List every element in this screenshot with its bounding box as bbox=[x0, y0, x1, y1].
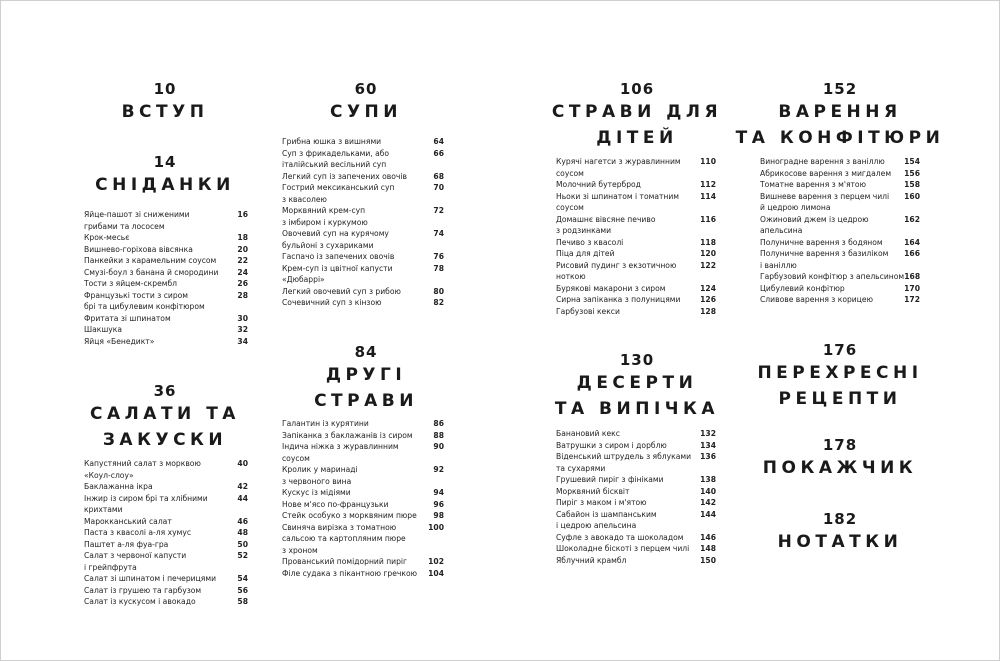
page-number: 178 bbox=[822, 436, 858, 454]
page-number: 84 bbox=[354, 343, 378, 361]
recipe-title-line: Галантин із курятини bbox=[282, 419, 369, 428]
list-item[interactable] bbox=[556, 555, 716, 567]
recipe-page-number: 162 bbox=[904, 214, 920, 224]
recipe-title-line: «Коул-слоу» bbox=[84, 470, 134, 480]
recipe-title-line: Томатне варення з м'ятою bbox=[760, 180, 866, 189]
recipe-title-line: Пиріг з маком і м'ятою bbox=[556, 498, 647, 507]
recipe-page-number: 172 bbox=[904, 295, 920, 304]
recipe-title-line: Овочевий суп на курячому bbox=[282, 229, 389, 238]
section-page-number bbox=[144, 81, 187, 97]
recipe-page-number: 168 bbox=[904, 272, 921, 281]
list-item[interactable] bbox=[556, 156, 716, 179]
recipe-title-line: Шоколадне біскоті з перцем чилі bbox=[556, 544, 690, 553]
recipe-page-number: 112 bbox=[700, 180, 716, 189]
recipe-page-number: 70 bbox=[433, 183, 444, 192]
section-title: ЗАКУСКИ bbox=[102, 430, 228, 450]
recipe-title-line: Ватрушки з сиром і дорблю bbox=[556, 440, 667, 450]
recipe-page-number: 18 bbox=[237, 233, 248, 242]
list-item[interactable] bbox=[84, 232, 248, 244]
recipe-title-line: Гарбузові кекси bbox=[556, 306, 620, 316]
section-title: ВАРЕННЯ bbox=[778, 102, 902, 122]
recipe-title-line: Салат зі шпинатом і печерицями bbox=[84, 574, 217, 583]
list-item[interactable] bbox=[556, 214, 716, 237]
list-item[interactable] bbox=[556, 260, 716, 283]
list-item[interactable] bbox=[760, 248, 920, 271]
section-title: САЛАТИ ТА bbox=[90, 404, 240, 424]
recipe-title-line: Індича ніжка з журавлинним bbox=[282, 442, 399, 451]
section-title: СТРАВИ bbox=[314, 391, 418, 411]
section-heading-supy[interactable] bbox=[216, 79, 516, 124]
page-number: 130 bbox=[619, 351, 655, 369]
page-number: 106 bbox=[619, 80, 655, 98]
list-item[interactable] bbox=[556, 294, 716, 306]
list-item[interactable] bbox=[282, 418, 444, 430]
list-item[interactable] bbox=[760, 294, 920, 306]
recipe-title-line: Стейк особуко з морквяним пюре bbox=[282, 511, 417, 520]
recipe-page-number: 122 bbox=[700, 260, 716, 270]
list-item[interactable] bbox=[84, 527, 248, 539]
recipe-page-number: 20 bbox=[237, 244, 248, 254]
recipe-title-line: брі та цибулевим конфітюром bbox=[84, 302, 205, 311]
recipe-title-line: Яйце-пашот зі сниженими bbox=[84, 210, 190, 219]
recipe-list-supy bbox=[282, 136, 444, 309]
section-title: СУПИ bbox=[329, 102, 403, 122]
section-title: ПЕРЕХРЕСНІ bbox=[757, 363, 923, 383]
recipe-title-line: Крок-месьє bbox=[84, 233, 130, 242]
recipe-title-line: Піца для дітей bbox=[556, 249, 615, 258]
list-item[interactable] bbox=[84, 539, 248, 551]
recipe-list-snidanky bbox=[84, 209, 248, 347]
recipe-title-line: Цибулевий конфітюр bbox=[760, 283, 845, 293]
list-item[interactable] bbox=[282, 228, 444, 251]
section-page-number bbox=[144, 154, 187, 170]
recipe-page-number: 90 bbox=[433, 442, 444, 451]
recipe-page-number: 46 bbox=[237, 516, 248, 526]
list-item[interactable] bbox=[84, 585, 248, 597]
list-item[interactable] bbox=[282, 464, 444, 487]
list-item[interactable] bbox=[84, 493, 248, 516]
recipe-page-number: 40 bbox=[237, 459, 248, 468]
recipe-title-line: крихтами bbox=[84, 505, 123, 514]
recipe-title-line: Філе судака з пікантною гречкою bbox=[282, 568, 417, 578]
recipe-page-number: 86 bbox=[433, 419, 444, 428]
recipe-title-line: соусом bbox=[556, 168, 584, 178]
recipe-page-number: 44 bbox=[237, 493, 248, 503]
recipe-title-line: Виноградне варення з ваніллю bbox=[760, 157, 885, 166]
recipe-title-line: Панкейки з карамельним соусом bbox=[84, 256, 217, 265]
recipe-title-line: і ваніллю bbox=[760, 260, 797, 270]
list-item[interactable] bbox=[282, 205, 444, 228]
recipe-page-number: 146 bbox=[700, 532, 716, 542]
section-title: ТА ВИПІЧКА bbox=[554, 399, 720, 419]
section-page-number bbox=[813, 437, 867, 453]
list-item[interactable] bbox=[282, 499, 444, 511]
list-item[interactable] bbox=[282, 522, 444, 557]
recipe-title-line: Шакшука bbox=[84, 325, 123, 334]
recipe-title-line: Прованський помідорний пиріг bbox=[282, 557, 408, 566]
recipe-page-number: 144 bbox=[700, 509, 716, 519]
recipe-title-line: Свиняча вирізка з томатною bbox=[282, 522, 397, 532]
recipe-title-line: Вишнево-горіхова вівсянка bbox=[84, 244, 193, 254]
list-item[interactable] bbox=[84, 267, 248, 279]
recipe-title-line: Капустяний салат з морквою bbox=[84, 459, 201, 468]
list-item[interactable] bbox=[282, 487, 444, 499]
recipe-page-number: 78 bbox=[433, 263, 444, 273]
list-item[interactable] bbox=[282, 263, 444, 286]
list-item[interactable] bbox=[282, 430, 444, 442]
recipe-page-number: 74 bbox=[433, 229, 444, 238]
section-page-number bbox=[610, 81, 664, 97]
recipe-title-line: Гострий мексиканський суп bbox=[282, 183, 395, 192]
section-heading-varennia[interactable] bbox=[690, 79, 990, 150]
recipe-title-line: Сирна запіканка з полуницями bbox=[556, 295, 681, 304]
section-page-number bbox=[813, 81, 867, 97]
list-item[interactable] bbox=[84, 573, 248, 585]
recipe-page-number: 110 bbox=[700, 157, 716, 166]
recipe-title-line: Молочний бутерброд bbox=[556, 180, 641, 189]
recipe-title-line: і цедрою апельсина bbox=[556, 521, 637, 530]
recipe-page-number: 80 bbox=[433, 286, 444, 296]
recipe-page-number: 136 bbox=[700, 452, 716, 461]
section-title: ДІТЕЙ bbox=[596, 128, 678, 148]
recipe-page-number: 142 bbox=[700, 498, 716, 507]
recipe-title-line: Сабайон із шампанським bbox=[556, 509, 657, 519]
recipe-title-line: і грейпфрута bbox=[84, 562, 137, 572]
recipe-page-number: 98 bbox=[433, 511, 444, 520]
list-item[interactable] bbox=[760, 168, 920, 180]
recipe-title-line: з хроном bbox=[282, 545, 318, 555]
section-page-number bbox=[813, 342, 867, 358]
list-item[interactable] bbox=[282, 171, 444, 183]
recipe-title-line: сальсою та картопляним пюре bbox=[282, 534, 406, 543]
list-item[interactable] bbox=[84, 278, 248, 290]
recipe-title-line: Сливове варення з корицею bbox=[760, 295, 873, 304]
recipe-page-number: 96 bbox=[433, 499, 444, 509]
list-item[interactable] bbox=[556, 179, 716, 191]
page-number: 60 bbox=[354, 80, 378, 98]
section-title: ДЕСЕРТИ bbox=[576, 373, 698, 393]
recipe-title-line: Рисовий пудинг з екзотичною bbox=[556, 260, 677, 270]
section-title: ДРУГІ bbox=[325, 365, 407, 385]
page-number: 36 bbox=[153, 382, 177, 400]
list-item[interactable] bbox=[556, 306, 716, 318]
recipe-title-line: з імбиром і куркумою bbox=[282, 217, 368, 227]
section-title: СТРАВИ ДЛЯ bbox=[551, 102, 723, 122]
recipe-title-line: Баклажанна ікра bbox=[84, 482, 153, 491]
recipe-title-line: Тости з яйцем-скрембл bbox=[84, 279, 178, 288]
recipe-page-number: 52 bbox=[237, 551, 248, 560]
section-title: ПОКАЖЧИК bbox=[762, 458, 918, 478]
recipe-title-line: Крем-суп із цвітної капусти bbox=[282, 263, 393, 273]
recipe-title-line: Сочевичний суп з кінзою bbox=[282, 298, 382, 307]
recipe-title-line: та сухарями bbox=[556, 463, 606, 473]
recipe-page-number: 30 bbox=[237, 313, 248, 323]
recipe-page-number: 164 bbox=[904, 237, 920, 247]
recipe-page-number: 94 bbox=[433, 488, 444, 497]
recipe-page-number: 88 bbox=[433, 430, 444, 440]
recipe-list-druhi bbox=[282, 418, 444, 579]
recipe-page-number: 22 bbox=[237, 256, 248, 265]
recipe-page-number: 128 bbox=[700, 306, 716, 316]
recipe-title-line: Гаспачо із запечених овочів bbox=[282, 252, 395, 261]
recipe-title-line: соусом bbox=[282, 453, 310, 463]
section-title: СНІДАНКИ bbox=[95, 175, 235, 195]
recipe-title-line: Кускус із мідіями bbox=[282, 488, 351, 497]
section-heading-notatky[interactable] bbox=[690, 509, 990, 554]
list-item[interactable] bbox=[556, 497, 716, 509]
recipe-title-line: Марокканський салат bbox=[84, 516, 172, 526]
recipe-title-line: Легкий овочевий суп з рибою bbox=[282, 286, 401, 296]
recipe-page-number: 76 bbox=[433, 252, 444, 261]
recipe-title-line: Смузі-боул з банана й смородини bbox=[84, 267, 219, 277]
recipe-page-number: 100 bbox=[428, 522, 444, 532]
recipe-title-line: з родзинками bbox=[556, 226, 612, 235]
recipe-page-number: 120 bbox=[700, 249, 716, 258]
recipe-page-number: 118 bbox=[700, 237, 716, 247]
list-item[interactable] bbox=[556, 237, 716, 249]
recipe-title-line: Грушевий пиріг з фініками bbox=[556, 475, 664, 484]
recipe-title-line: Кролик у маринаді bbox=[282, 465, 358, 474]
recipe-title-line: апельсина bbox=[760, 226, 803, 235]
recipe-title-line: Паста з квасолі а-ля хумус bbox=[84, 528, 192, 537]
recipe-title-line: Курячі нагетси з журавлинним bbox=[556, 157, 681, 166]
recipe-title-line: Полуничне варення з бодяном bbox=[760, 237, 883, 247]
recipe-page-number: 132 bbox=[700, 429, 716, 438]
section-page-number bbox=[144, 383, 187, 399]
section-title: РЕЦЕПТИ bbox=[778, 389, 902, 409]
recipe-title-line: Суфле з авокадо та шоколадом bbox=[556, 532, 684, 542]
recipe-page-number: 92 bbox=[433, 465, 444, 474]
recipe-title-line: Запіканка з баклажанів із сиром bbox=[282, 430, 413, 440]
list-item[interactable] bbox=[282, 441, 444, 464]
recipe-page-number: 134 bbox=[700, 440, 716, 450]
recipe-title-line: Яйця «Бенедикт» bbox=[84, 336, 155, 346]
list-item[interactable] bbox=[84, 596, 248, 608]
recipe-title-line: Яблучний крамбл bbox=[556, 555, 627, 565]
list-item[interactable] bbox=[282, 286, 444, 298]
recipe-page-number: 154 bbox=[904, 157, 920, 166]
recipe-title-line: Грибна юшка з вишнями bbox=[282, 137, 382, 146]
list-item[interactable] bbox=[84, 209, 248, 232]
section-heading-perekhresni[interactable] bbox=[690, 340, 990, 411]
list-item[interactable] bbox=[84, 550, 248, 573]
recipe-page-number: 82 bbox=[433, 298, 444, 307]
list-item[interactable] bbox=[282, 297, 444, 309]
recipe-page-number: 116 bbox=[700, 214, 716, 224]
recipe-page-number: 68 bbox=[433, 171, 444, 181]
recipe-page-number: 54 bbox=[237, 574, 248, 583]
recipe-page-number: 150 bbox=[700, 555, 716, 565]
recipe-list-dity bbox=[556, 156, 716, 317]
recipe-title-line: з квасолею bbox=[282, 194, 327, 204]
list-item[interactable] bbox=[84, 313, 248, 325]
recipe-page-number: 26 bbox=[237, 279, 248, 288]
list-item[interactable] bbox=[556, 486, 716, 498]
recipe-page-number: 56 bbox=[237, 585, 248, 595]
recipe-title-line: Ньоки зі шпинатом і томатним bbox=[556, 191, 680, 201]
page-number: 10 bbox=[153, 80, 177, 98]
recipe-page-number: 42 bbox=[237, 482, 248, 491]
recipe-title-line: Французькі тости з сиром bbox=[84, 290, 189, 300]
list-item[interactable] bbox=[84, 244, 248, 256]
list-item[interactable] bbox=[282, 182, 444, 205]
list-item[interactable] bbox=[760, 191, 920, 214]
recipe-page-number: 140 bbox=[700, 486, 716, 496]
recipe-title-line: Абрикосове варення з мигдалем bbox=[760, 168, 892, 178]
recipe-page-number: 156 bbox=[904, 168, 920, 178]
section-title: ТА КОНФІТЮРИ bbox=[735, 128, 945, 148]
recipe-title-line: Бурякові макарони з сиром bbox=[556, 283, 666, 293]
section-title: НОТАТКИ bbox=[777, 532, 903, 552]
recipe-page-number: 34 bbox=[237, 336, 248, 346]
section-heading-snidanky[interactable] bbox=[15, 152, 315, 197]
recipe-title-line: Банановий кекс bbox=[556, 429, 620, 438]
recipe-title-line: з червоного вина bbox=[282, 476, 352, 486]
recipe-page-number: 28 bbox=[237, 290, 248, 300]
list-item[interactable] bbox=[84, 458, 248, 481]
recipe-page-number: 158 bbox=[904, 180, 920, 189]
recipe-page-number: 114 bbox=[700, 191, 716, 201]
recipe-list-salaty bbox=[84, 458, 248, 608]
recipe-page-number: 50 bbox=[237, 539, 248, 549]
page-number: 182 bbox=[822, 510, 858, 528]
recipe-title-line: Гарбузовий конфітюр з апельсином bbox=[760, 272, 905, 281]
section-page-number bbox=[813, 511, 867, 527]
recipe-page-number: 124 bbox=[700, 283, 716, 293]
list-item[interactable] bbox=[282, 148, 444, 171]
list-item[interactable] bbox=[84, 255, 248, 267]
recipe-title-line: соусом bbox=[556, 203, 584, 212]
list-item[interactable] bbox=[760, 156, 920, 168]
recipe-title-line: Фритата зі шпинатом bbox=[84, 313, 171, 323]
recipe-title-line: грибами та лососем bbox=[84, 221, 165, 231]
recipe-title-line: й цедрою лимона bbox=[760, 203, 831, 212]
list-item[interactable] bbox=[556, 191, 716, 214]
recipe-title-line: Морквяний бісквіт bbox=[556, 486, 630, 496]
recipe-page-number: 16 bbox=[237, 210, 248, 219]
recipe-title-line: ноткою bbox=[556, 272, 586, 281]
recipe-title-line: Морквяний крем-суп bbox=[282, 206, 366, 215]
section-heading-druhi[interactable] bbox=[216, 342, 516, 413]
recipe-page-number: 72 bbox=[433, 206, 444, 215]
recipe-title-line: Віденський штрудель з яблуками bbox=[556, 452, 692, 461]
recipe-page-number: 166 bbox=[904, 249, 920, 258]
recipe-title-line: бульйоні з сухариками bbox=[282, 240, 374, 250]
recipe-page-number: 170 bbox=[904, 283, 920, 293]
recipe-page-number: 138 bbox=[700, 475, 716, 484]
recipe-page-number: 48 bbox=[237, 528, 248, 537]
recipe-page-number: 66 bbox=[433, 148, 444, 158]
recipe-page-number: 32 bbox=[237, 325, 248, 334]
recipe-page-number: 64 bbox=[433, 137, 444, 146]
recipe-title-line: Салат з червоної капусти bbox=[84, 551, 187, 560]
recipe-title-line: Паштет а-ля фуа-гра bbox=[84, 539, 169, 549]
list-item[interactable] bbox=[556, 283, 716, 295]
list-item[interactable] bbox=[760, 214, 920, 237]
section-heading-pokazhchyk[interactable] bbox=[690, 435, 990, 480]
list-item[interactable] bbox=[84, 324, 248, 336]
recipe-title-line: італійський весільний суп bbox=[282, 160, 387, 169]
section-page-number bbox=[610, 352, 664, 368]
recipe-page-number: 148 bbox=[700, 544, 716, 553]
recipe-title-line: Домашнє вівсяне печиво bbox=[556, 214, 656, 224]
recipe-page-number: 160 bbox=[904, 191, 920, 201]
recipe-page-number: 104 bbox=[428, 568, 444, 578]
list-item[interactable] bbox=[84, 516, 248, 528]
recipe-page-number: 58 bbox=[237, 597, 248, 606]
list-item[interactable] bbox=[282, 556, 444, 568]
recipe-title-line: Інжир із сиром брі та хлібними bbox=[84, 493, 208, 503]
section-page-number bbox=[345, 344, 388, 360]
list-item[interactable] bbox=[282, 136, 444, 148]
recipe-title-line: Ожиновий джем із цедрою bbox=[760, 214, 869, 224]
list-item[interactable] bbox=[84, 290, 248, 313]
recipe-page-number: 24 bbox=[237, 267, 248, 277]
recipe-title-line: Салат із грушею та гарбузом bbox=[84, 585, 202, 595]
page-number: 176 bbox=[822, 341, 858, 359]
recipe-page-number: 126 bbox=[700, 295, 716, 304]
section-title: ВСТУП bbox=[121, 102, 209, 122]
recipe-title-line: Салат із кускусом і авокадо bbox=[84, 597, 196, 606]
recipe-list-varennia bbox=[760, 156, 920, 306]
recipe-page-number: 102 bbox=[428, 557, 444, 566]
recipe-title-line: «Дюбаррі» bbox=[282, 275, 325, 284]
list-item[interactable] bbox=[282, 568, 444, 580]
list-item[interactable] bbox=[760, 271, 920, 283]
list-item[interactable] bbox=[556, 248, 716, 260]
recipe-title-line: Вишневе варення з перцем чилі bbox=[760, 191, 890, 201]
list-item[interactable] bbox=[760, 283, 920, 295]
section-page-number bbox=[345, 81, 388, 97]
page-number: 14 bbox=[153, 153, 177, 171]
list-item[interactable] bbox=[282, 251, 444, 263]
recipe-title-line: Печиво з квасолі bbox=[556, 237, 624, 247]
list-item[interactable] bbox=[760, 179, 920, 191]
recipe-title-line: Нове м'ясо по-французьки bbox=[282, 499, 389, 509]
list-item[interactable] bbox=[282, 510, 444, 522]
list-item[interactable] bbox=[760, 237, 920, 249]
recipe-title-line: Легкий суп із запечених овочів bbox=[282, 171, 407, 181]
recipe-title-line: Суп з фрикадельками, або bbox=[282, 148, 390, 158]
recipe-title-line: Полуничне варення з базиліком bbox=[760, 249, 889, 258]
page-number: 152 bbox=[822, 80, 858, 98]
list-item[interactable] bbox=[84, 481, 248, 493]
